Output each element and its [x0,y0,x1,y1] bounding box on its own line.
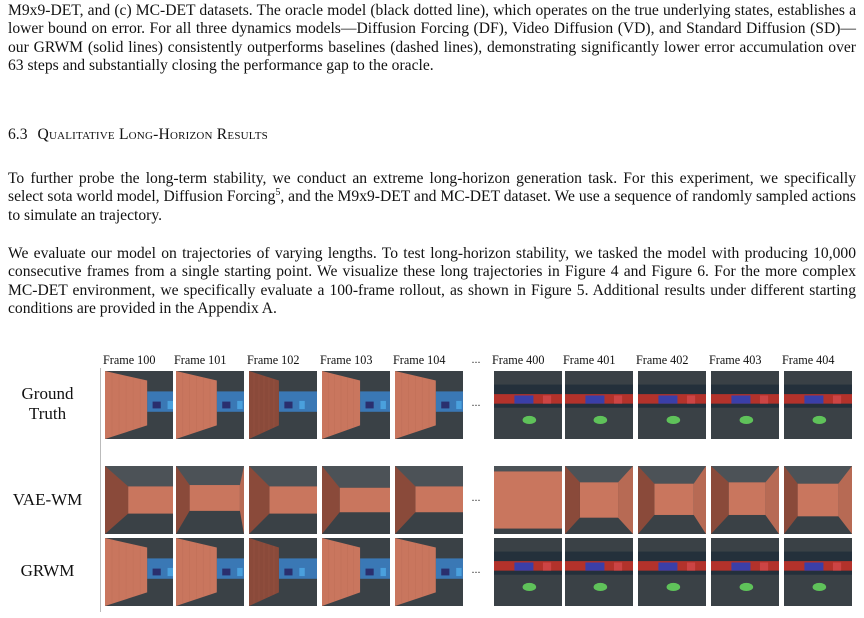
frame-thumbnail-grwm [249,538,317,606]
figure-divider [100,368,101,612]
frame-thumbnail-vae [176,466,244,534]
frame-label: Frame 403 [709,353,762,367]
frame-thumbnail-gt [395,371,463,439]
frame-thumbnail-gt [322,371,390,439]
frame-thumbnail-vae [638,466,706,534]
row-label-gt: Ground Truth [21,384,74,423]
paragraph-1 [8,170,856,225]
header-ellipsis: ... [471,352,481,366]
paragraph-2: We evaluate our model on trajectories of varying lengths. To test long-horizon stability, we tasked the model with producing 10,000 consecutive frames from a single starting point. We visualize these long trajectories in Figure 4 and Figure 6. For the more complex MC-DET environment, we specifically evaluate a 100-frame rollout, as shown in Figure 5. Additional results under different starting conditions are provided in the Appendix A. [8,245,856,318]
frame-thumbnail-grwm [784,538,852,606]
row-label-vae: VAE-WM [12,490,83,509]
frame-thumbnail-gt [711,371,779,439]
frame-thumbnail-vae [249,466,317,534]
paragraph-1-text-b: , and the M9x9-DET and MC-DET dataset. We use a sequence of randomly sampled actions to simulate an trajectory. [8,188,856,224]
frame-thumbnail-grwm [322,538,390,606]
row-ellipsis: ... [471,395,481,409]
frame-label: Frame 401 [563,353,616,367]
paragraph-top: M9x9-DET, and (c) MC-DET datasets. The oracle model (black dotted line), which operates on the true underlying states, establishes a lower bound on error. For all three dynamics models—Diffusion Forcing (DF), Video Diffusion (VD), and Standard Diffusion (SD)—our GRWM (solid lines) consistently outperforms baselines (dashed lines), demonstrating significantly lower error accumulation over 63 steps and substantially closing the performance gap to the oracle. [8,2,856,75]
frame-thumbnail-vae [322,466,390,534]
footnote-marker: 5 [275,187,281,199]
section-number: 6.3 [8,126,28,143]
frame-label: Frame 100 [103,353,156,367]
frame-label: Frame 101 [174,353,227,367]
frame-thumbnail-gt [176,371,244,439]
frame-label: Frame 404 [782,353,835,367]
frame-thumbnail-grwm [638,538,706,606]
frame-label: Frame 103 [320,353,373,367]
frame-thumbnail-grwm [565,538,633,606]
frame-thumbnail-vae [395,466,463,534]
frame-thumbnail-gt [494,371,562,439]
section-heading [8,126,268,144]
frame-thumbnail-gt [105,371,173,439]
frame-thumbnail-gt [638,371,706,439]
frame-label: Frame 104 [393,353,446,367]
frame-thumbnail-vae [565,466,633,534]
row-ellipsis: ... [471,490,481,504]
frame-thumbnail-gt [249,371,317,439]
frame-label: Frame 402 [636,353,689,367]
frame-thumbnail-vae [711,466,779,534]
frame-thumbnail-grwm [105,538,173,606]
section-title: Qualitative Long-Horizon Results [37,126,268,143]
frame-thumbnail-vae [105,466,173,534]
frame-thumbnail-vae [494,466,562,534]
frame-thumbnail-grwm [494,538,562,606]
paragraph-1-text-a: To further probe the long-term stability, we conduct an extreme long-horizon generation task. For this experiment, we specifically select sota world model, Diffusion Forcing [8,170,856,206]
frame-thumbnail-vae [784,466,852,534]
row-label-grwm: GRWM [20,561,75,580]
frame-thumbnail-grwm [176,538,244,606]
row-ellipsis: ... [471,562,481,576]
frame-thumbnail-grwm [395,538,463,606]
frame-thumbnail-grwm [711,538,779,606]
frame-thumbnail-gt [784,371,852,439]
frame-thumbnail-gt [565,371,633,439]
frame-label: Frame 102 [247,353,300,367]
frame-label: Frame 400 [492,353,545,367]
